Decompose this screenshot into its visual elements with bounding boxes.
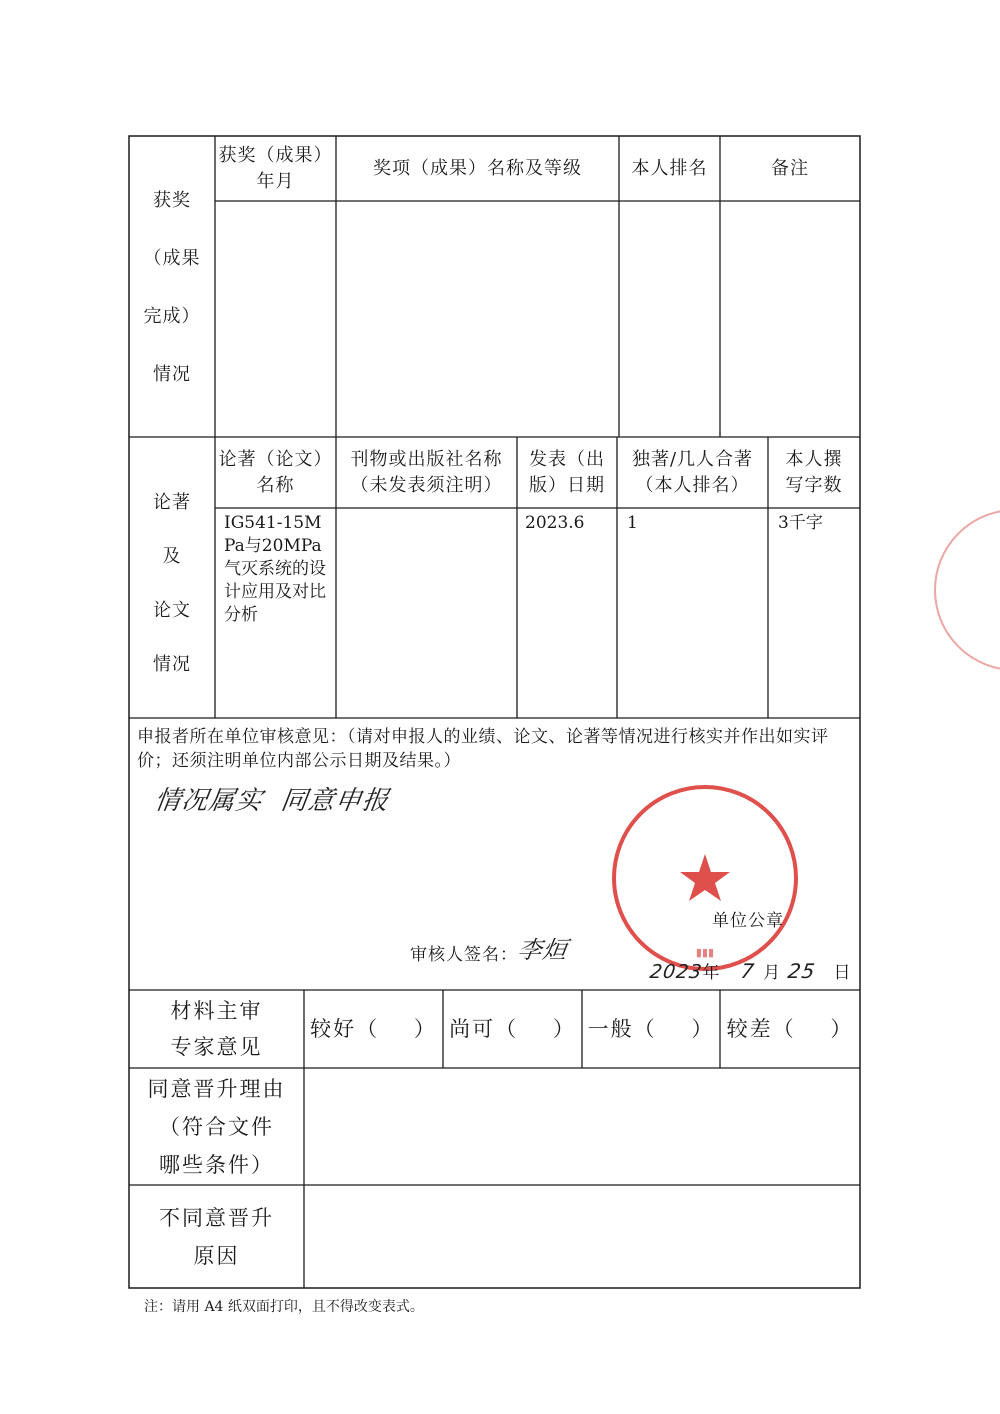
awards-row-label-line: 情况 [153, 364, 191, 385]
papers-author-header-line: 独著/几人合著 [631, 448, 754, 470]
papers-author-header-line: （本人排名） [635, 474, 750, 496]
expert-label-line: 专家意见 [170, 1035, 263, 1059]
papers-date-header-line: 版）日期 [529, 474, 605, 496]
paper-author-rank-cell: 1 [627, 513, 638, 533]
footer-note: 注：请用 A4 纸双面打印，且不得改变表式。 [144, 1299, 424, 1315]
papers-row-label-line: 论文 [153, 600, 191, 621]
papers-author-header [617, 437, 768, 508]
awards-rank-header: 本人排名 [631, 157, 708, 179]
paper-date-cell: 2023.6 [525, 513, 585, 533]
agree-reason-field[interactable] [304, 1068, 860, 1185]
reviewer-label: 审核人签名： [410, 945, 518, 965]
awards-name-header: 奖项（成果）名称及等级 [373, 157, 582, 179]
handwritten-opinion: 情况属实 同意申报 [152, 786, 392, 816]
papers-title-header-line: 名称 [256, 474, 295, 496]
awards-year-header-line: 年月 [256, 170, 295, 192]
papers-title-header [215, 437, 336, 508]
awards-row-label [129, 186, 215, 386]
expert-option-good[interactable]: 较好（ ） [310, 1017, 437, 1041]
papers-row-label-line: 论著 [153, 492, 191, 513]
paper-words-cell: 3千字 [778, 513, 823, 533]
date-day-suffix: 日 [833, 963, 851, 983]
papers-journal-header-line: （未发表须注明） [350, 474, 503, 496]
papers-words-header [768, 437, 860, 508]
unit-seal-stamp [605, 778, 805, 978]
agree-label-line: 哪些条件） [159, 1152, 274, 1177]
partial-seal-right-edge [930, 505, 1000, 675]
awards-row-label-line: （成果 [143, 248, 201, 269]
reviewer-signature: 李烜 [515, 936, 570, 964]
papers-journal-header-line: 刊物或出版社名称 [350, 448, 503, 470]
date-year-suffix: 年 [702, 963, 720, 983]
papers-date-header [517, 437, 617, 508]
svg-text:▮▮▮: ▮▮▮ [695, 946, 715, 959]
papers-words-header-line: 写字数 [785, 474, 843, 496]
awards-remark-header: 备注 [771, 157, 809, 179]
disagree-label [129, 1185, 304, 1288]
papers-date-header-line: 发表（出 [529, 448, 605, 470]
awards-row-label-line: 完成） [143, 306, 201, 327]
papers-journal-header [336, 437, 517, 508]
date-month-value: 7 [739, 959, 757, 983]
disagree-label-line: 原因 [193, 1243, 240, 1268]
date-month-suffix: 月 [763, 963, 781, 983]
review-date [650, 958, 851, 983]
reviewer-signature-row [410, 930, 568, 965]
papers-words-header-line: 本人撰 [785, 448, 843, 470]
expert-option-fair[interactable]: 尚可（ ） [449, 1017, 576, 1041]
papers-title-header-line: 论著（论文） [218, 448, 333, 470]
agree-label-line: 同意晋升理由 [147, 1076, 286, 1101]
seal-label: 单位公章 [712, 911, 784, 931]
paper-title-cell: IG541-15MPa与20MPa气灭系统的设计应用及对比分析 [224, 513, 326, 625]
agree-label-line: （符合文件 [159, 1114, 274, 1139]
awards-row-label-line: 获奖 [153, 190, 191, 211]
expert-label [129, 990, 304, 1068]
papers-row-label-line: 情况 [153, 654, 191, 675]
expert-option-poor[interactable]: 较差（ ） [726, 1017, 854, 1041]
expert-label-line: 材料主审 [170, 999, 263, 1023]
papers-row-label [129, 488, 215, 676]
disagree-reason-field[interactable] [304, 1185, 860, 1288]
awards-year-header [215, 136, 336, 201]
date-year-value: 2023 [648, 961, 704, 983]
papers-row-label-line: 及 [162, 546, 182, 567]
expert-option-average[interactable]: 一般（ ） [587, 1017, 715, 1041]
unit-review-heading: 申报者所在单位审核意见：（请对申报人的业绩、论文、论著等情况进行核实并作出如实评价；还须注明单位内部公示日期及结果。） [137, 727, 829, 771]
disagree-label-line: 不同意晋升 [159, 1205, 274, 1230]
agree-label [129, 1068, 304, 1185]
date-day-value: 25 [786, 959, 818, 983]
awards-year-header-line: 获奖（成果） [218, 144, 333, 166]
